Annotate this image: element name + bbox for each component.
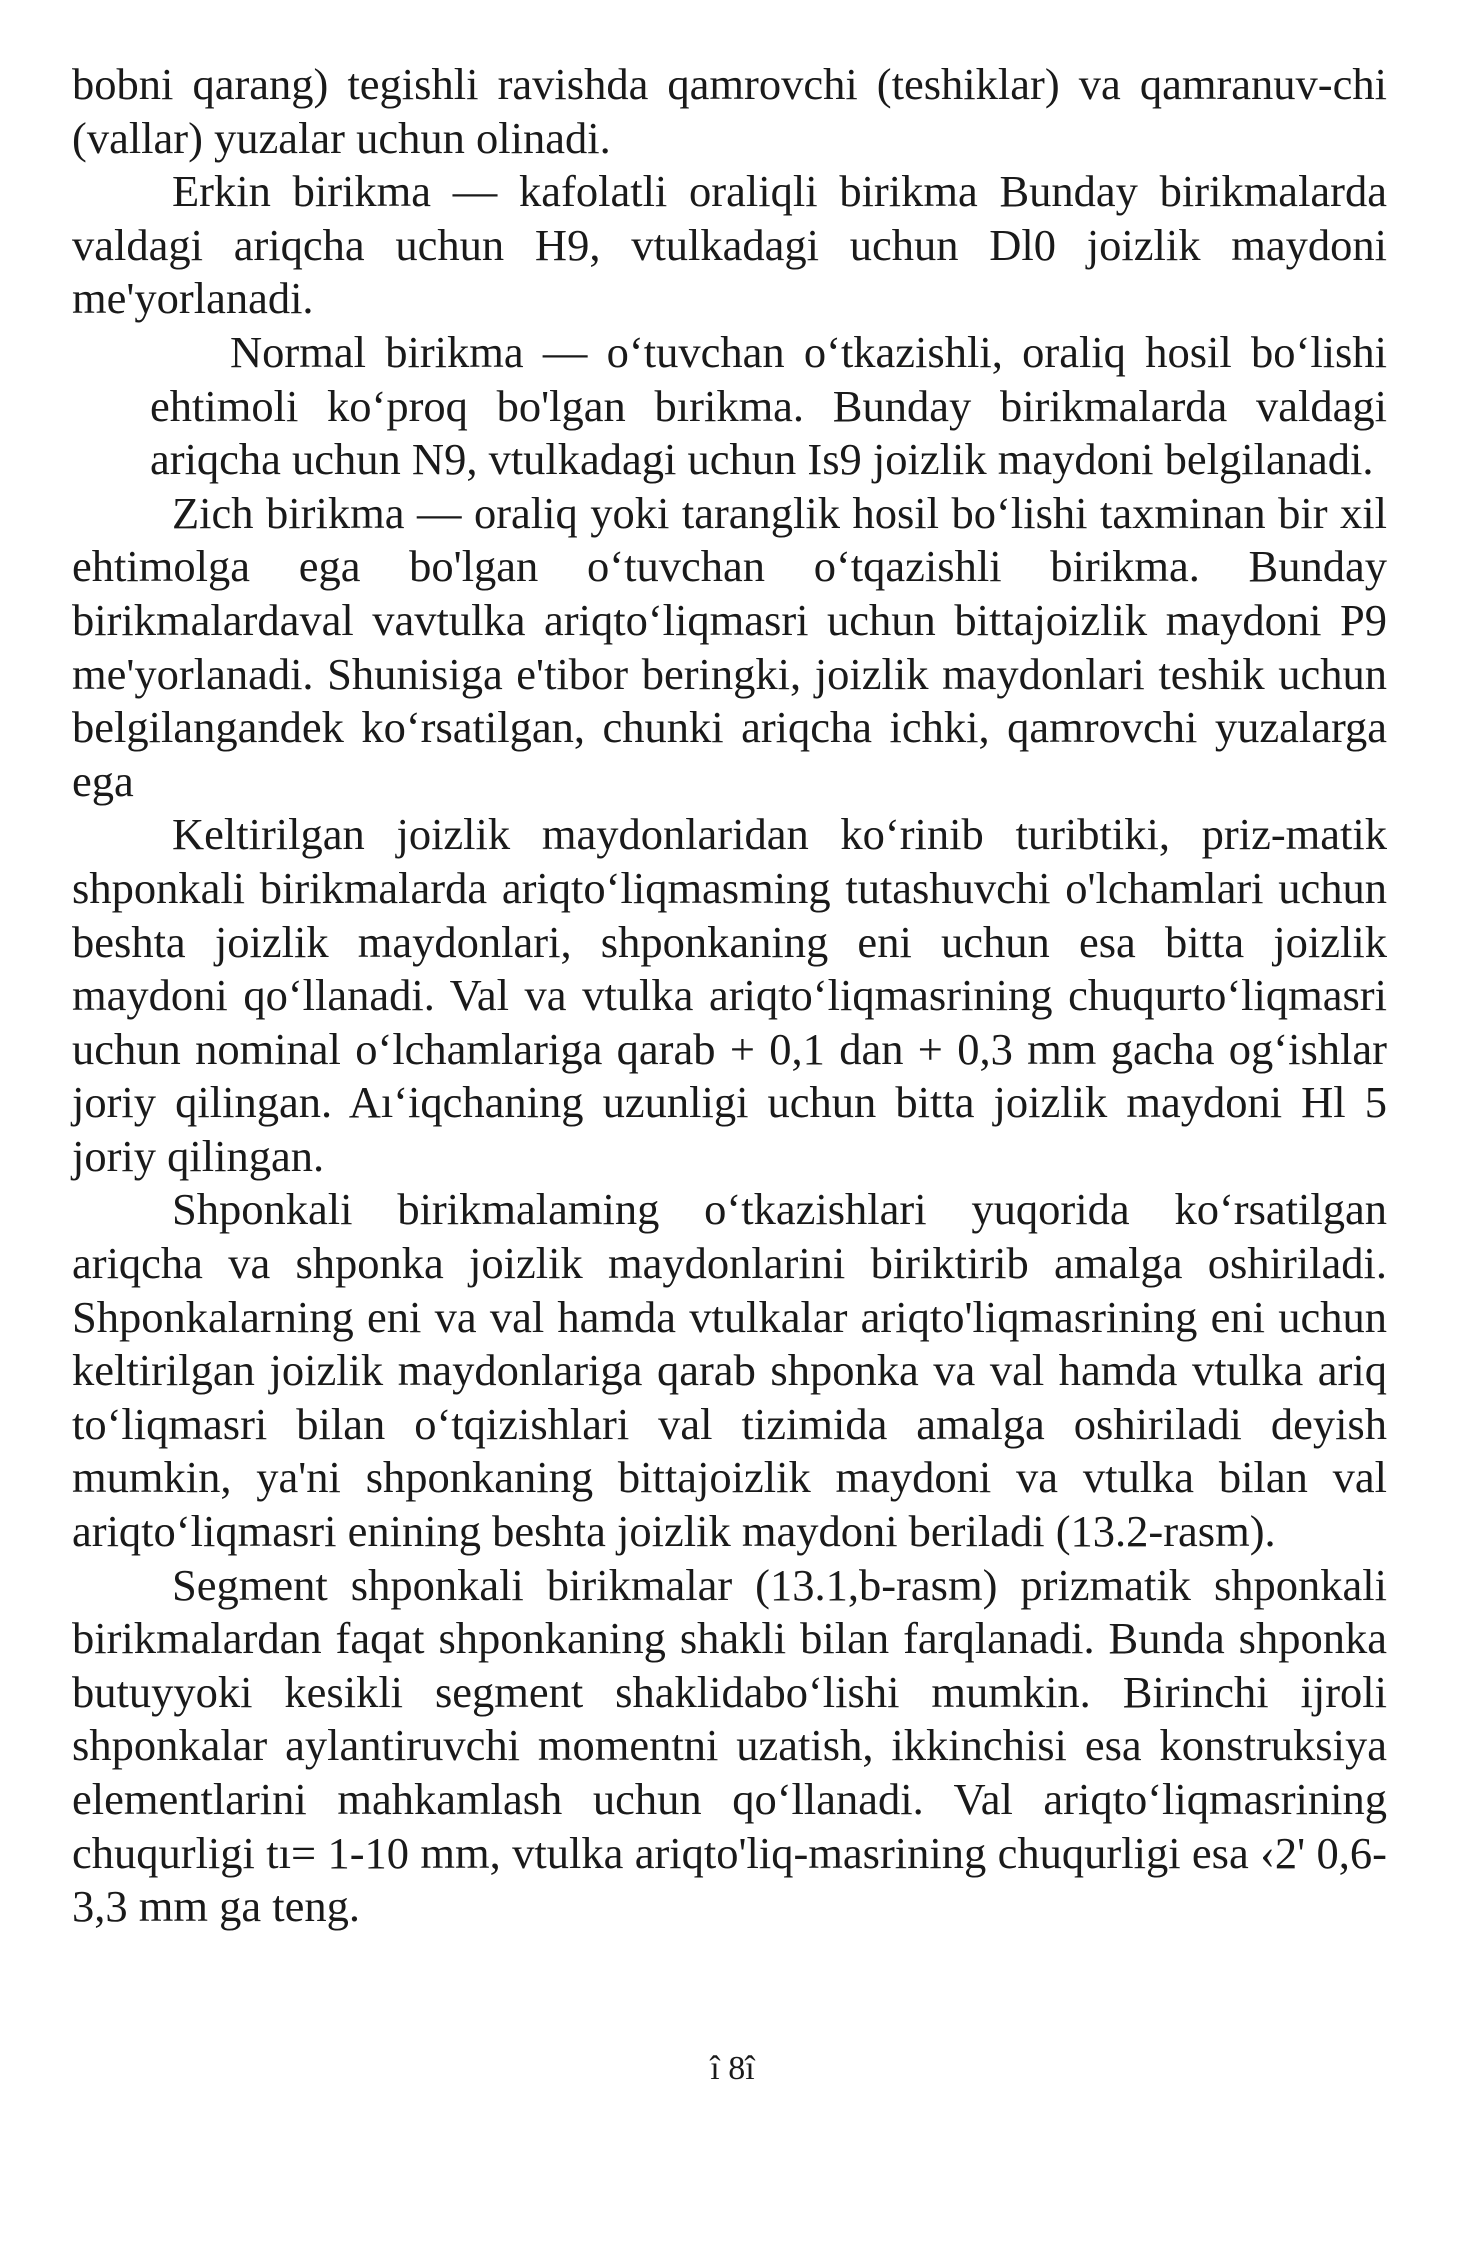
paragraph-free-fit: Erkin birikma — kafolatli oraliqli birikma Bunday birikmalarda valdagi ariqcha uchun H9, vtulkadagi uchun Dl0 joizlik maydoni me'yorlanadi. — [72, 166, 1387, 324]
paragraph-tight-fit: Zich birikma — oraliq yoki taranglik hosil bo‘lishi taxminan bir xil ehtimolga ega bo'lgan o‘tuvchan o‘tqazishli birikma. Bunday birikmalardaval vavtulka ariqto‘liqmasri uchun bittajoizlik maydoni P9 me'yorlanadi. Shunisiga e'tibor beringki, joizlik maydonlari teshik uchun belgilangandek ko‘rsatilgan, chunki ariqcha ichki, qamrovchi yuzalarga ega — [72, 487, 1387, 806]
page-body — [72, 58, 1387, 1934]
paragraph-continuation: bobni qarang) tegishli ravishda qamrovchi (teshiklar) va qamranuv-chi (vallar) yuzalar uchun olinadi. — [72, 59, 1387, 163]
paragraph-key-fits: Shponkali birikmalaming o‘tkazishlari yuqorida ko‘rsatilgan ariqcha va shponka joizlik maydonlarini biriktirib amalga oshiriladi. Shponkalarning eni va val hamda vtulkalar ariqto'liqmasrining eni uchun keltirilgan joizlik maydonlariga qarab shponka va val hamda vtulka ariq to‘liqmasri bilan o‘tqizishlari val tizimida amalga oshiriladi deyish mumkin, ya'ni shponkaning bittajoizlik maydoni va vtulka bilan val ariqto‘liqmasri enining beshta joizlik maydoni beriladi (13.2-rasm). — [72, 1184, 1387, 1557]
paragraph-normal-fit: Normal birikma — o‘tuvchan o‘tkazishli, oraliq hosil bo‘lishi ehtimoli ko‘proq bo'lgan bırikma. Bunday birikmalarda valdagi ariqcha uchun N9, vtulkadagi uchun Is9 joizlik maydoni belgilanadi. — [150, 326, 1387, 485]
page-number: î 8î — [710, 2050, 755, 2087]
paragraph-tolerance-fields: Keltirilgan joizlik maydonlaridan ko‘rinib turibtiki, priz-matik shponkali birikmalarda ariqto‘liqmasming tutashuvchi o'lchamlari uchun beshta joizlik maydonlari, shponkaning eni uchun esa bitta joizlik maydoni qo‘llanadi. Val va vtulka ariqto‘liqmasrining chuqurto‘liqmasri uchun nominal o‘lchamlariga qarab + 0,1 dan + 0,3 mm gacha og‘ishlar joriy qilingan. Aı‘iqchaning uzunligi uchun bitta joizlik maydoni Hl 5 joriy qilingan. — [72, 809, 1387, 1181]
paragraph-segment-keys: Segment shponkali birikmalar (13.1,b-rasm) prizmatik shponkali birikmalardan faqat shponkaning shakli bilan farqlanadi. Bunda shponka butuyyoki kesikli segment shaklidabo‘lishi mumkin. Birinchi ijroli shponkalar aylantiruvchi momentni uzatish, ikkinchisi esa konstruksiya elementlarini mahkamlash uchun qo‘llanadi. Val ariqto‘liqmasrining chuqurligi tı= 1-10 mm, vtulka ariqto'liq-masrining chuqurligi esa ‹2' 0,6-3,3 mm ga teng. — [72, 1559, 1387, 1932]
